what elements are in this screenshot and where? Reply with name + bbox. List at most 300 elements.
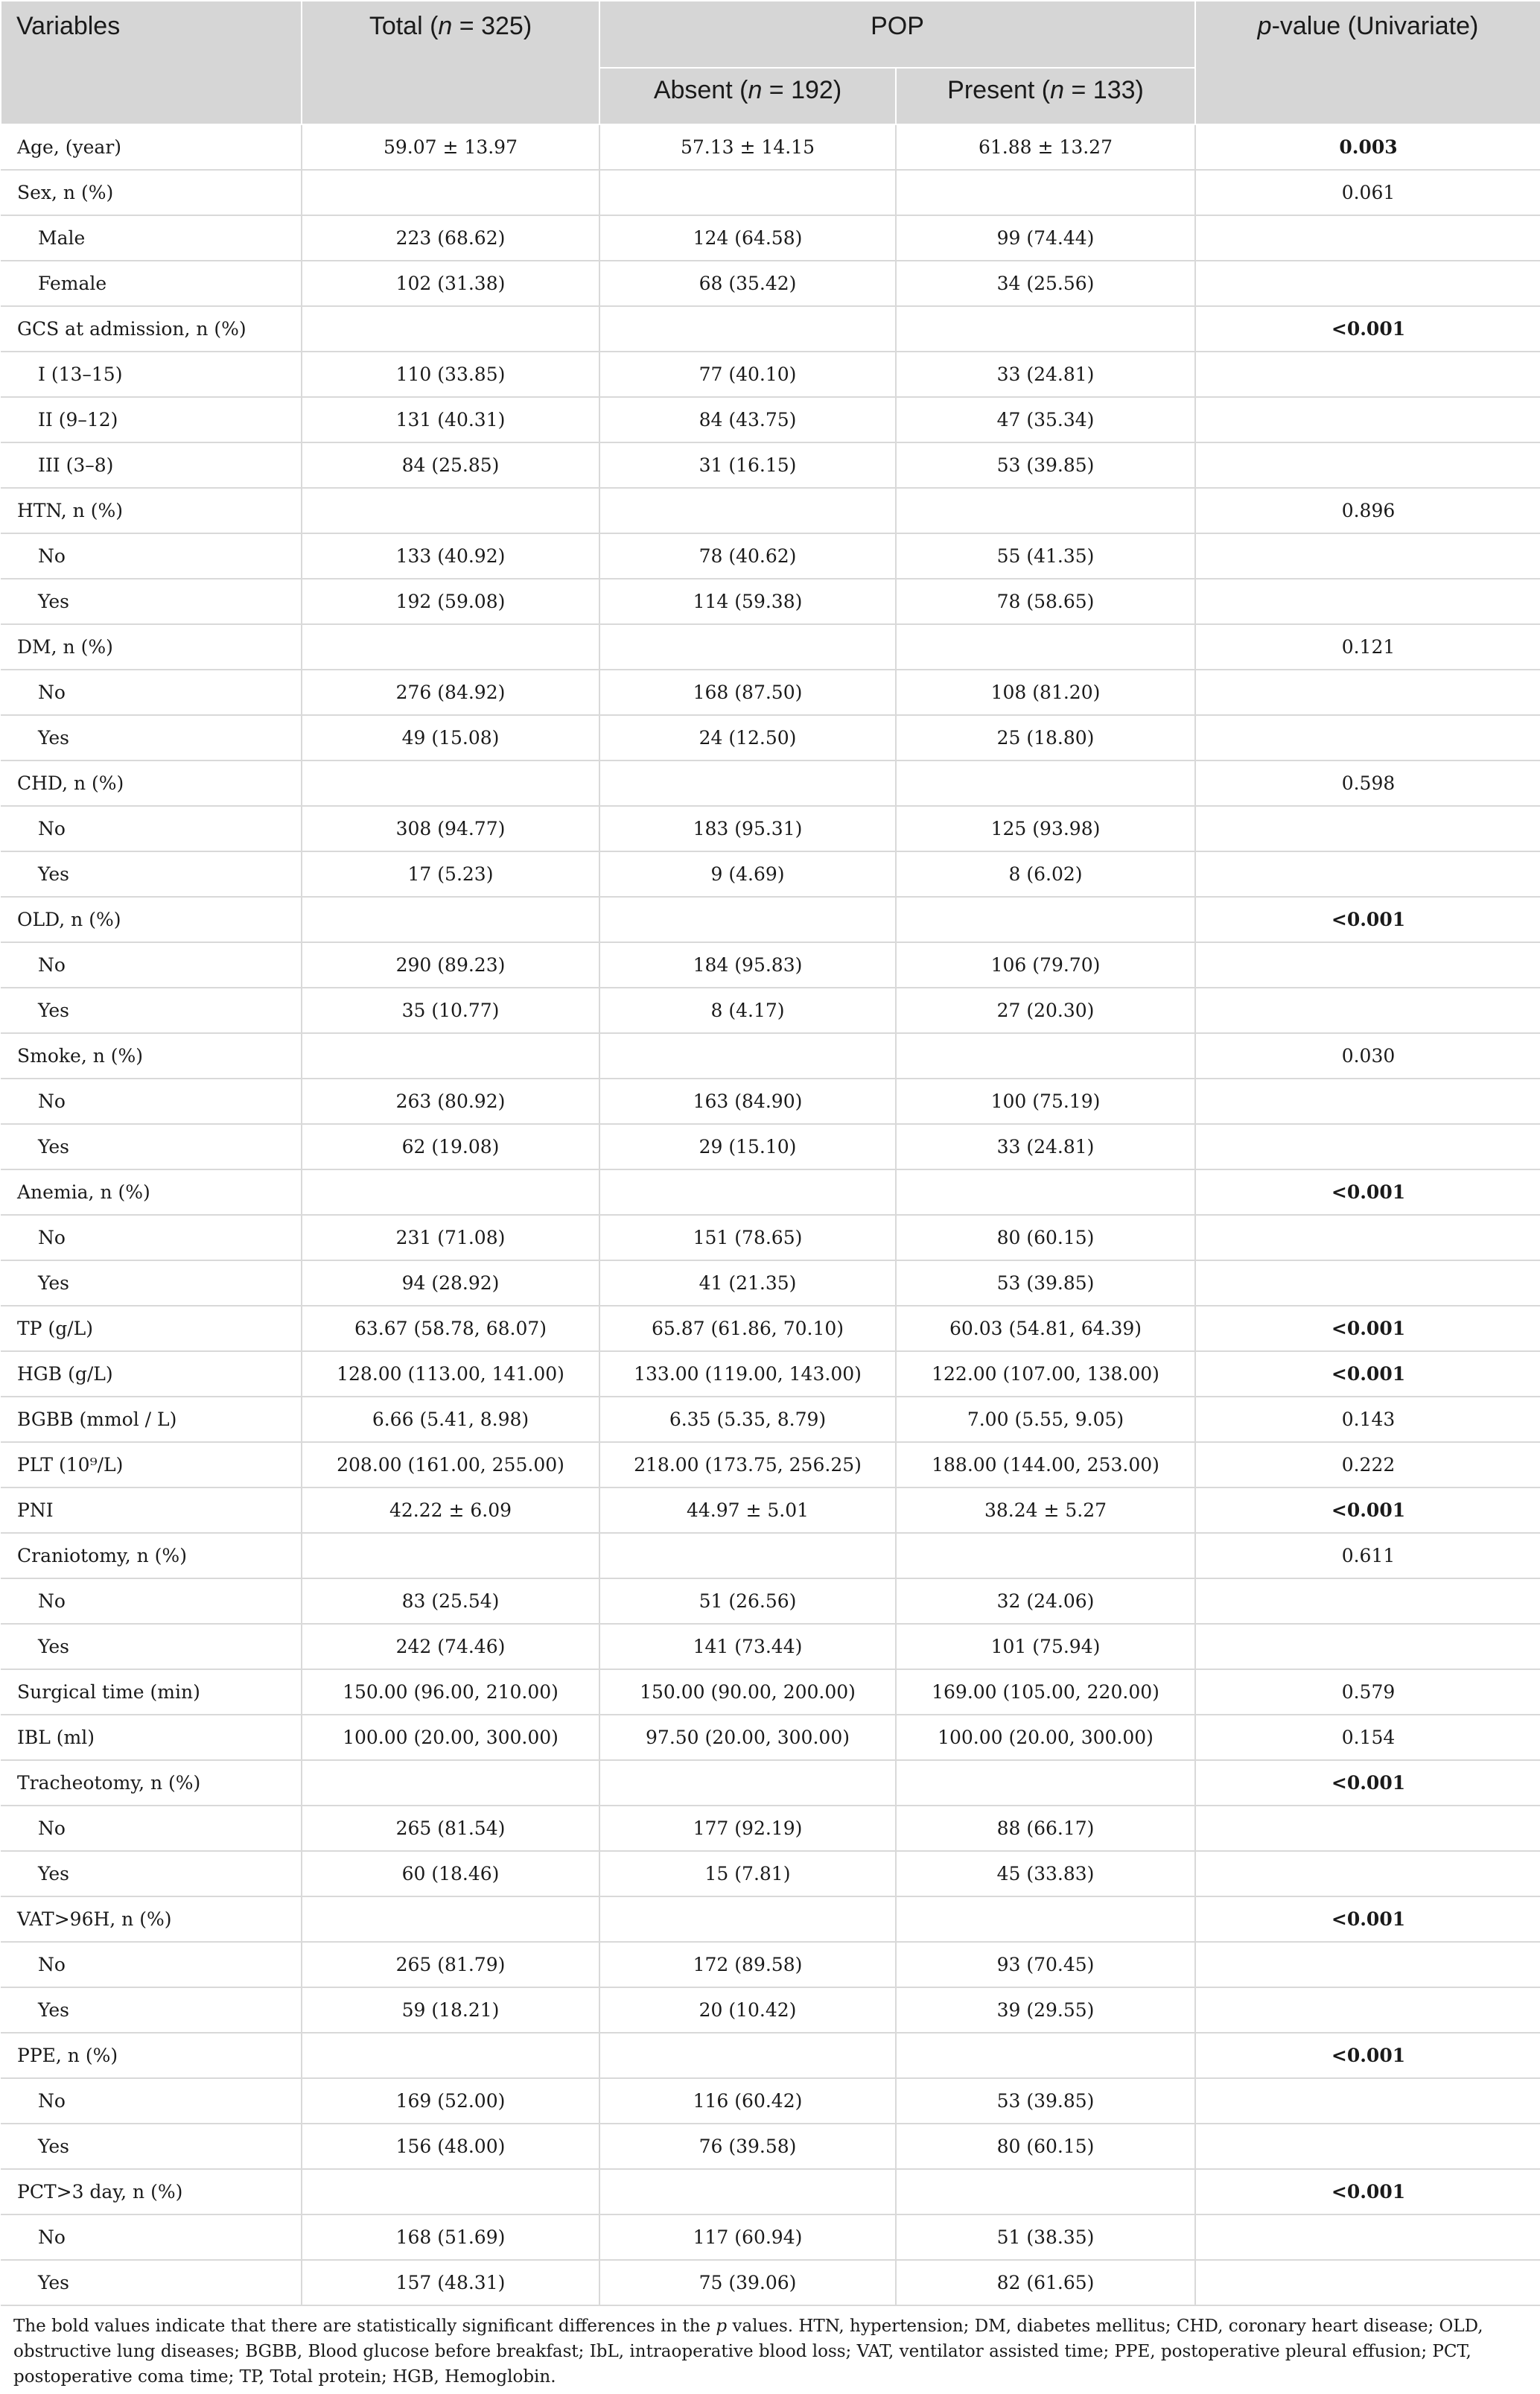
cell-total: 231 (71.08)	[302, 1215, 599, 1260]
table-row	[1, 1806, 1540, 1851]
cell-present: 60.03 (54.81, 64.39)	[896, 1306, 1195, 1351]
row-label: Yes	[1, 988, 302, 1033]
cell-absent: 51 (26.56)	[599, 1578, 896, 1624]
cell-total	[302, 1169, 599, 1215]
row-label: III (3–8)	[1, 442, 302, 488]
cell-p-value	[1195, 1942, 1540, 1987]
cell-present: 78 (58.65)	[896, 579, 1195, 624]
cell-present: 100.00 (20.00, 300.00)	[896, 1715, 1195, 1760]
cell-p-value	[1195, 851, 1540, 897]
cell-p-value: <0.001	[1195, 1306, 1540, 1351]
cell-total: 35 (10.77)	[302, 988, 599, 1033]
row-label: Sex, n (%)	[1, 170, 302, 215]
table-row	[1, 1987, 1540, 2033]
cell-total	[302, 1760, 599, 1806]
table-row	[1, 1124, 1540, 1169]
table-row	[1, 1578, 1540, 1624]
cell-absent	[599, 624, 896, 670]
cell-present	[896, 761, 1195, 806]
cell-total	[302, 1533, 599, 1578]
table-row	[1, 1487, 1540, 1533]
cell-absent	[599, 1033, 896, 1079]
cell-absent: 172 (89.58)	[599, 1942, 896, 1987]
cell-p-value	[1195, 215, 1540, 261]
table-row	[1, 261, 1540, 306]
table-row	[1, 624, 1540, 670]
table-row	[1, 579, 1540, 624]
cell-present	[896, 624, 1195, 670]
cell-absent: 9 (4.69)	[599, 851, 896, 897]
cell-total	[302, 624, 599, 670]
cell-total: 208.00 (161.00, 255.00)	[302, 1442, 599, 1487]
cell-p-value: 0.896	[1195, 488, 1540, 533]
cell-p-value: <0.001	[1195, 2033, 1540, 2078]
cell-total	[302, 1896, 599, 1942]
table-row	[1, 1715, 1540, 1760]
cell-p-value	[1195, 1806, 1540, 1851]
table-row	[1, 1079, 1540, 1124]
cell-total: 169 (52.00)	[302, 2078, 599, 2124]
cell-present: 53 (39.85)	[896, 442, 1195, 488]
row-label: PNI	[1, 1487, 302, 1533]
row-label: Yes	[1, 579, 302, 624]
cell-total: 59 (18.21)	[302, 1987, 599, 2033]
table-row	[1, 1442, 1540, 1487]
row-label: No	[1, 1942, 302, 1987]
table-row	[1, 2124, 1540, 2169]
cell-absent: 168 (87.50)	[599, 670, 896, 715]
cell-present: 51 (38.35)	[896, 2214, 1195, 2260]
cell-present	[896, 1533, 1195, 1578]
cell-absent: 75 (39.06)	[599, 2260, 896, 2305]
cell-p-value: <0.001	[1195, 897, 1540, 942]
row-label: Male	[1, 215, 302, 261]
cell-total	[302, 897, 599, 942]
cell-p-value: 0.154	[1195, 1715, 1540, 1760]
cell-present: 34 (25.56)	[896, 261, 1195, 306]
cell-present: 45 (33.83)	[896, 1851, 1195, 1896]
table-footnote	[13, 2314, 1525, 2390]
cell-p-value: 0.003	[1195, 124, 1540, 170]
row-label: Craniotomy, n (%)	[1, 1533, 302, 1578]
cell-absent: 117 (60.94)	[599, 2214, 896, 2260]
cell-p-value	[1195, 1578, 1540, 1624]
cell-absent	[599, 1896, 896, 1942]
table-row	[1, 215, 1540, 261]
cell-total: 94 (28.92)	[302, 1260, 599, 1306]
header-total: Total (n = 325)	[302, 1, 599, 124]
cell-total: 290 (89.23)	[302, 942, 599, 988]
cell-total: 6.66 (5.41, 8.98)	[302, 1397, 599, 1442]
table-body	[1, 124, 1540, 2305]
row-label: Yes	[1, 1851, 302, 1896]
row-label: No	[1, 1079, 302, 1124]
cell-total: 84 (25.85)	[302, 442, 599, 488]
cell-absent	[599, 1533, 896, 1578]
cell-total	[302, 170, 599, 215]
table-row	[1, 1215, 1540, 1260]
row-label: No	[1, 670, 302, 715]
table-row	[1, 1533, 1540, 1578]
cell-present: 55 (41.35)	[896, 533, 1195, 579]
row-label: PCT>3 day, n (%)	[1, 2169, 302, 2214]
cell-total: 62 (19.08)	[302, 1124, 599, 1169]
table-row	[1, 1896, 1540, 1942]
cell-present: 25 (18.80)	[896, 715, 1195, 761]
cell-present: 122.00 (107.00, 138.00)	[896, 1351, 1195, 1397]
cell-absent: 24 (12.50)	[599, 715, 896, 761]
cell-absent: 44.97 ± 5.01	[599, 1487, 896, 1533]
cell-absent: 218.00 (173.75, 256.25)	[599, 1442, 896, 1487]
cell-p-value	[1195, 806, 1540, 851]
cell-p-value	[1195, 670, 1540, 715]
cell-absent	[599, 2169, 896, 2214]
cell-p-value: <0.001	[1195, 2169, 1540, 2214]
cell-total: 265 (81.54)	[302, 1806, 599, 1851]
cell-total	[302, 488, 599, 533]
cell-total: 265 (81.79)	[302, 1942, 599, 1987]
cell-total: 100.00 (20.00, 300.00)	[302, 1715, 599, 1760]
cell-p-value: <0.001	[1195, 1760, 1540, 1806]
cell-present	[896, 1033, 1195, 1079]
table-row	[1, 1033, 1540, 1079]
cell-absent: 151 (78.65)	[599, 1215, 896, 1260]
cell-absent: 116 (60.42)	[599, 2078, 896, 2124]
cell-total: 263 (80.92)	[302, 1079, 599, 1124]
cell-present	[896, 488, 1195, 533]
row-label: CHD, n (%)	[1, 761, 302, 806]
row-label: IBL (ml)	[1, 1715, 302, 1760]
cell-p-value	[1195, 397, 1540, 442]
cell-p-value: <0.001	[1195, 1896, 1540, 1942]
table-row	[1, 2260, 1540, 2305]
cell-p-value	[1195, 1851, 1540, 1896]
cell-p-value: <0.001	[1195, 306, 1540, 352]
cell-present: 99 (74.44)	[896, 215, 1195, 261]
cell-present	[896, 1896, 1195, 1942]
table-row	[1, 397, 1540, 442]
table-row	[1, 2214, 1540, 2260]
row-label: I (13–15)	[1, 352, 302, 397]
cell-p-value	[1195, 1124, 1540, 1169]
row-label: BGBB (mmol / L)	[1, 1397, 302, 1442]
header-pop: POP	[599, 1, 1195, 68]
table-row	[1, 715, 1540, 761]
cell-p-value: 0.121	[1195, 624, 1540, 670]
table-row	[1, 1351, 1540, 1397]
cell-p-value: 0.611	[1195, 1533, 1540, 1578]
row-label: Age, (year)	[1, 124, 302, 170]
cell-absent	[599, 2033, 896, 2078]
row-label: Yes	[1, 1260, 302, 1306]
header-p-value: p-value (Univariate)	[1195, 1, 1540, 124]
cell-p-value: 0.598	[1195, 761, 1540, 806]
row-label: Yes	[1, 2260, 302, 2305]
cell-present: 33 (24.81)	[896, 352, 1195, 397]
row-label: Yes	[1, 2124, 302, 2169]
cell-p-value: 0.222	[1195, 1442, 1540, 1487]
row-label: Yes	[1, 1124, 302, 1169]
row-label: VAT>96H, n (%)	[1, 1896, 302, 1942]
cell-total: 17 (5.23)	[302, 851, 599, 897]
row-label: No	[1, 2214, 302, 2260]
row-label: PPE, n (%)	[1, 2033, 302, 2078]
cell-present: 106 (79.70)	[896, 942, 1195, 988]
table-row	[1, 1397, 1540, 1442]
table-row	[1, 533, 1540, 579]
table-row	[1, 1851, 1540, 1896]
cell-p-value	[1195, 988, 1540, 1033]
cell-present: 61.88 ± 13.27	[896, 124, 1195, 170]
row-label: No	[1, 942, 302, 988]
row-label: Female	[1, 261, 302, 306]
cell-absent: 78 (40.62)	[599, 533, 896, 579]
cell-absent: 15 (7.81)	[599, 1851, 896, 1896]
cell-present: 108 (81.20)	[896, 670, 1195, 715]
table-row	[1, 1760, 1540, 1806]
row-label: No	[1, 1578, 302, 1624]
table-row	[1, 761, 1540, 806]
cell-present: 47 (35.34)	[896, 397, 1195, 442]
cell-total: 110 (33.85)	[302, 352, 599, 397]
cell-p-value	[1195, 1624, 1540, 1669]
row-label: No	[1, 2078, 302, 2124]
table-row	[1, 124, 1540, 170]
cell-absent: 163 (84.90)	[599, 1079, 896, 1124]
footnote-text-2: values. HTN, hypertension; DM, diabetes mellitus; CHD, coronary heart disease; OLD, obstructive lung diseases; BGBB, Blood glucose before breakfast; IbL, intraoperative blood loss; VAT, ventilator assisted time; PPE, postoperative pleural effusion; PCT, postoperative coma time; TP, Total protein; HGB, Hemoglobin.	[13, 2317, 1483, 2387]
cell-p-value	[1195, 442, 1540, 488]
cell-present: 7.00 (5.55, 9.05)	[896, 1397, 1195, 1442]
cell-absent	[599, 761, 896, 806]
cell-present: 80 (60.15)	[896, 1215, 1195, 1260]
table-row	[1, 2033, 1540, 2078]
cell-total: 223 (68.62)	[302, 215, 599, 261]
header-present: Present (n = 133)	[896, 68, 1195, 124]
cell-total: 49 (15.08)	[302, 715, 599, 761]
footnote-p: p	[716, 2317, 728, 2336]
cell-absent: 77 (40.10)	[599, 352, 896, 397]
table-row	[1, 170, 1540, 215]
table-row	[1, 352, 1540, 397]
cell-present: 39 (29.55)	[896, 1987, 1195, 2033]
cell-p-value	[1195, 579, 1540, 624]
cell-present	[896, 2169, 1195, 2214]
cell-total: 150.00 (96.00, 210.00)	[302, 1669, 599, 1715]
table-row	[1, 306, 1540, 352]
row-label: Yes	[1, 1624, 302, 1669]
cell-present: 169.00 (105.00, 220.00)	[896, 1669, 1195, 1715]
cell-total	[302, 761, 599, 806]
cell-total: 168 (51.69)	[302, 2214, 599, 2260]
row-label: Tracheotomy, n (%)	[1, 1760, 302, 1806]
cell-p-value: <0.001	[1195, 1487, 1540, 1533]
cell-present: 82 (61.65)	[896, 2260, 1195, 2305]
row-label: GCS at admission, n (%)	[1, 306, 302, 352]
cell-present: 33 (24.81)	[896, 1124, 1195, 1169]
cell-absent: 65.87 (61.86, 70.10)	[599, 1306, 896, 1351]
cell-p-value	[1195, 715, 1540, 761]
footnote-text-1: The bold values indicate that there are statistically significant differences in the	[13, 2317, 716, 2336]
cell-absent: 76 (39.58)	[599, 2124, 896, 2169]
cell-absent: 150.00 (90.00, 200.00)	[599, 1669, 896, 1715]
cell-absent	[599, 1169, 896, 1215]
row-label: II (9–12)	[1, 397, 302, 442]
cell-p-value	[1195, 1260, 1540, 1306]
cell-total: 242 (74.46)	[302, 1624, 599, 1669]
row-label: No	[1, 806, 302, 851]
cell-present	[896, 2033, 1195, 2078]
cell-present: 125 (93.98)	[896, 806, 1195, 851]
row-label: Smoke, n (%)	[1, 1033, 302, 1079]
row-label: Surgical time (min)	[1, 1669, 302, 1715]
cell-total: 128.00 (113.00, 141.00)	[302, 1351, 599, 1397]
table-row	[1, 1169, 1540, 1215]
cell-total: 42.22 ± 6.09	[302, 1487, 599, 1533]
cell-absent: 6.35 (5.35, 8.79)	[599, 1397, 896, 1442]
header-absent: Absent (n = 192)	[599, 68, 896, 124]
cell-p-value	[1195, 1079, 1540, 1124]
cell-present: 88 (66.17)	[896, 1806, 1195, 1851]
cell-present: 8 (6.02)	[896, 851, 1195, 897]
cell-p-value	[1195, 2124, 1540, 2169]
row-label: No	[1, 1806, 302, 1851]
cell-p-value	[1195, 533, 1540, 579]
cell-p-value: 0.579	[1195, 1669, 1540, 1715]
cell-present: 101 (75.94)	[896, 1624, 1195, 1669]
table-row	[1, 897, 1540, 942]
cell-present	[896, 170, 1195, 215]
cell-p-value	[1195, 2214, 1540, 2260]
table-row	[1, 1260, 1540, 1306]
cell-absent: 31 (16.15)	[599, 442, 896, 488]
cell-absent: 177 (92.19)	[599, 1806, 896, 1851]
cell-present: 27 (20.30)	[896, 988, 1195, 1033]
cell-absent: 141 (73.44)	[599, 1624, 896, 1669]
cell-absent: 84 (43.75)	[599, 397, 896, 442]
cell-present: 53 (39.85)	[896, 2078, 1195, 2124]
cell-total: 102 (31.38)	[302, 261, 599, 306]
table-row	[1, 442, 1540, 488]
cell-present	[896, 1169, 1195, 1215]
table-row	[1, 1942, 1540, 1987]
cell-p-value: <0.001	[1195, 1351, 1540, 1397]
cell-absent: 41 (21.35)	[599, 1260, 896, 1306]
cell-total: 192 (59.08)	[302, 579, 599, 624]
cell-absent	[599, 306, 896, 352]
table-header	[1, 1, 1540, 124]
cell-p-value	[1195, 942, 1540, 988]
cell-present	[896, 1760, 1195, 1806]
cell-p-value	[1195, 2078, 1540, 2124]
cell-p-value	[1195, 261, 1540, 306]
cell-p-value: 0.030	[1195, 1033, 1540, 1079]
cell-absent	[599, 1760, 896, 1806]
cell-total: 276 (84.92)	[302, 670, 599, 715]
cell-present: 80 (60.15)	[896, 2124, 1195, 2169]
row-label: Yes	[1, 851, 302, 897]
cell-total: 156 (48.00)	[302, 2124, 599, 2169]
cell-absent: 8 (4.17)	[599, 988, 896, 1033]
cell-p-value	[1195, 2260, 1540, 2305]
cell-total	[302, 306, 599, 352]
cell-present: 188.00 (144.00, 253.00)	[896, 1442, 1195, 1487]
row-label: No	[1, 1215, 302, 1260]
table-row	[1, 670, 1540, 715]
cell-total: 157 (48.31)	[302, 2260, 599, 2305]
table-row	[1, 2078, 1540, 2124]
cell-total: 133 (40.92)	[302, 533, 599, 579]
table-row	[1, 488, 1540, 533]
cell-present: 38.24 ± 5.27	[896, 1487, 1195, 1533]
cell-absent: 133.00 (119.00, 143.00)	[599, 1351, 896, 1397]
cell-p-value	[1195, 352, 1540, 397]
row-label: Yes	[1, 1987, 302, 2033]
table-row	[1, 1624, 1540, 1669]
cell-absent: 20 (10.42)	[599, 1987, 896, 2033]
row-label: No	[1, 533, 302, 579]
cell-total	[302, 2033, 599, 2078]
cell-total: 63.67 (58.78, 68.07)	[302, 1306, 599, 1351]
cell-present: 100 (75.19)	[896, 1079, 1195, 1124]
row-label: PLT (10⁹/L)	[1, 1442, 302, 1487]
cell-present: 53 (39.85)	[896, 1260, 1195, 1306]
cell-absent	[599, 897, 896, 942]
table-row	[1, 988, 1540, 1033]
cell-absent: 114 (59.38)	[599, 579, 896, 624]
cell-p-value: 0.143	[1195, 1397, 1540, 1442]
cell-present: 93 (70.45)	[896, 1942, 1195, 1987]
cell-total	[302, 1033, 599, 1079]
row-label: OLD, n (%)	[1, 897, 302, 942]
cell-total: 308 (94.77)	[302, 806, 599, 851]
cell-p-value	[1195, 1215, 1540, 1260]
row-label: Yes	[1, 715, 302, 761]
cell-p-value	[1195, 1987, 1540, 2033]
cell-present	[896, 897, 1195, 942]
table-row	[1, 1669, 1540, 1715]
cell-absent: 29 (15.10)	[599, 1124, 896, 1169]
cell-present	[896, 306, 1195, 352]
cell-absent: 68 (35.42)	[599, 261, 896, 306]
cell-total: 131 (40.31)	[302, 397, 599, 442]
table-row	[1, 851, 1540, 897]
cell-p-value: <0.001	[1195, 1169, 1540, 1215]
row-label: TP (g/L)	[1, 1306, 302, 1351]
cell-present: 32 (24.06)	[896, 1578, 1195, 1624]
cell-absent: 183 (95.31)	[599, 806, 896, 851]
table-row	[1, 1306, 1540, 1351]
header-variables: Variables	[1, 1, 302, 124]
cell-absent: 124 (64.58)	[599, 215, 896, 261]
cell-absent: 97.50 (20.00, 300.00)	[599, 1715, 896, 1760]
cell-absent: 184 (95.83)	[599, 942, 896, 988]
cell-p-value: 0.061	[1195, 170, 1540, 215]
row-label: DM, n (%)	[1, 624, 302, 670]
cell-absent: 57.13 ± 14.15	[599, 124, 896, 170]
row-label: HTN, n (%)	[1, 488, 302, 533]
cell-total	[302, 2169, 599, 2214]
cell-total: 60 (18.46)	[302, 1851, 599, 1896]
table-row	[1, 806, 1540, 851]
cell-absent	[599, 170, 896, 215]
table-row	[1, 2169, 1540, 2214]
cell-total: 83 (25.54)	[302, 1578, 599, 1624]
cell-total: 59.07 ± 13.97	[302, 124, 599, 170]
row-label: HGB (g/L)	[1, 1351, 302, 1397]
row-label: Anemia, n (%)	[1, 1169, 302, 1215]
cell-absent	[599, 488, 896, 533]
table-row	[1, 942, 1540, 988]
